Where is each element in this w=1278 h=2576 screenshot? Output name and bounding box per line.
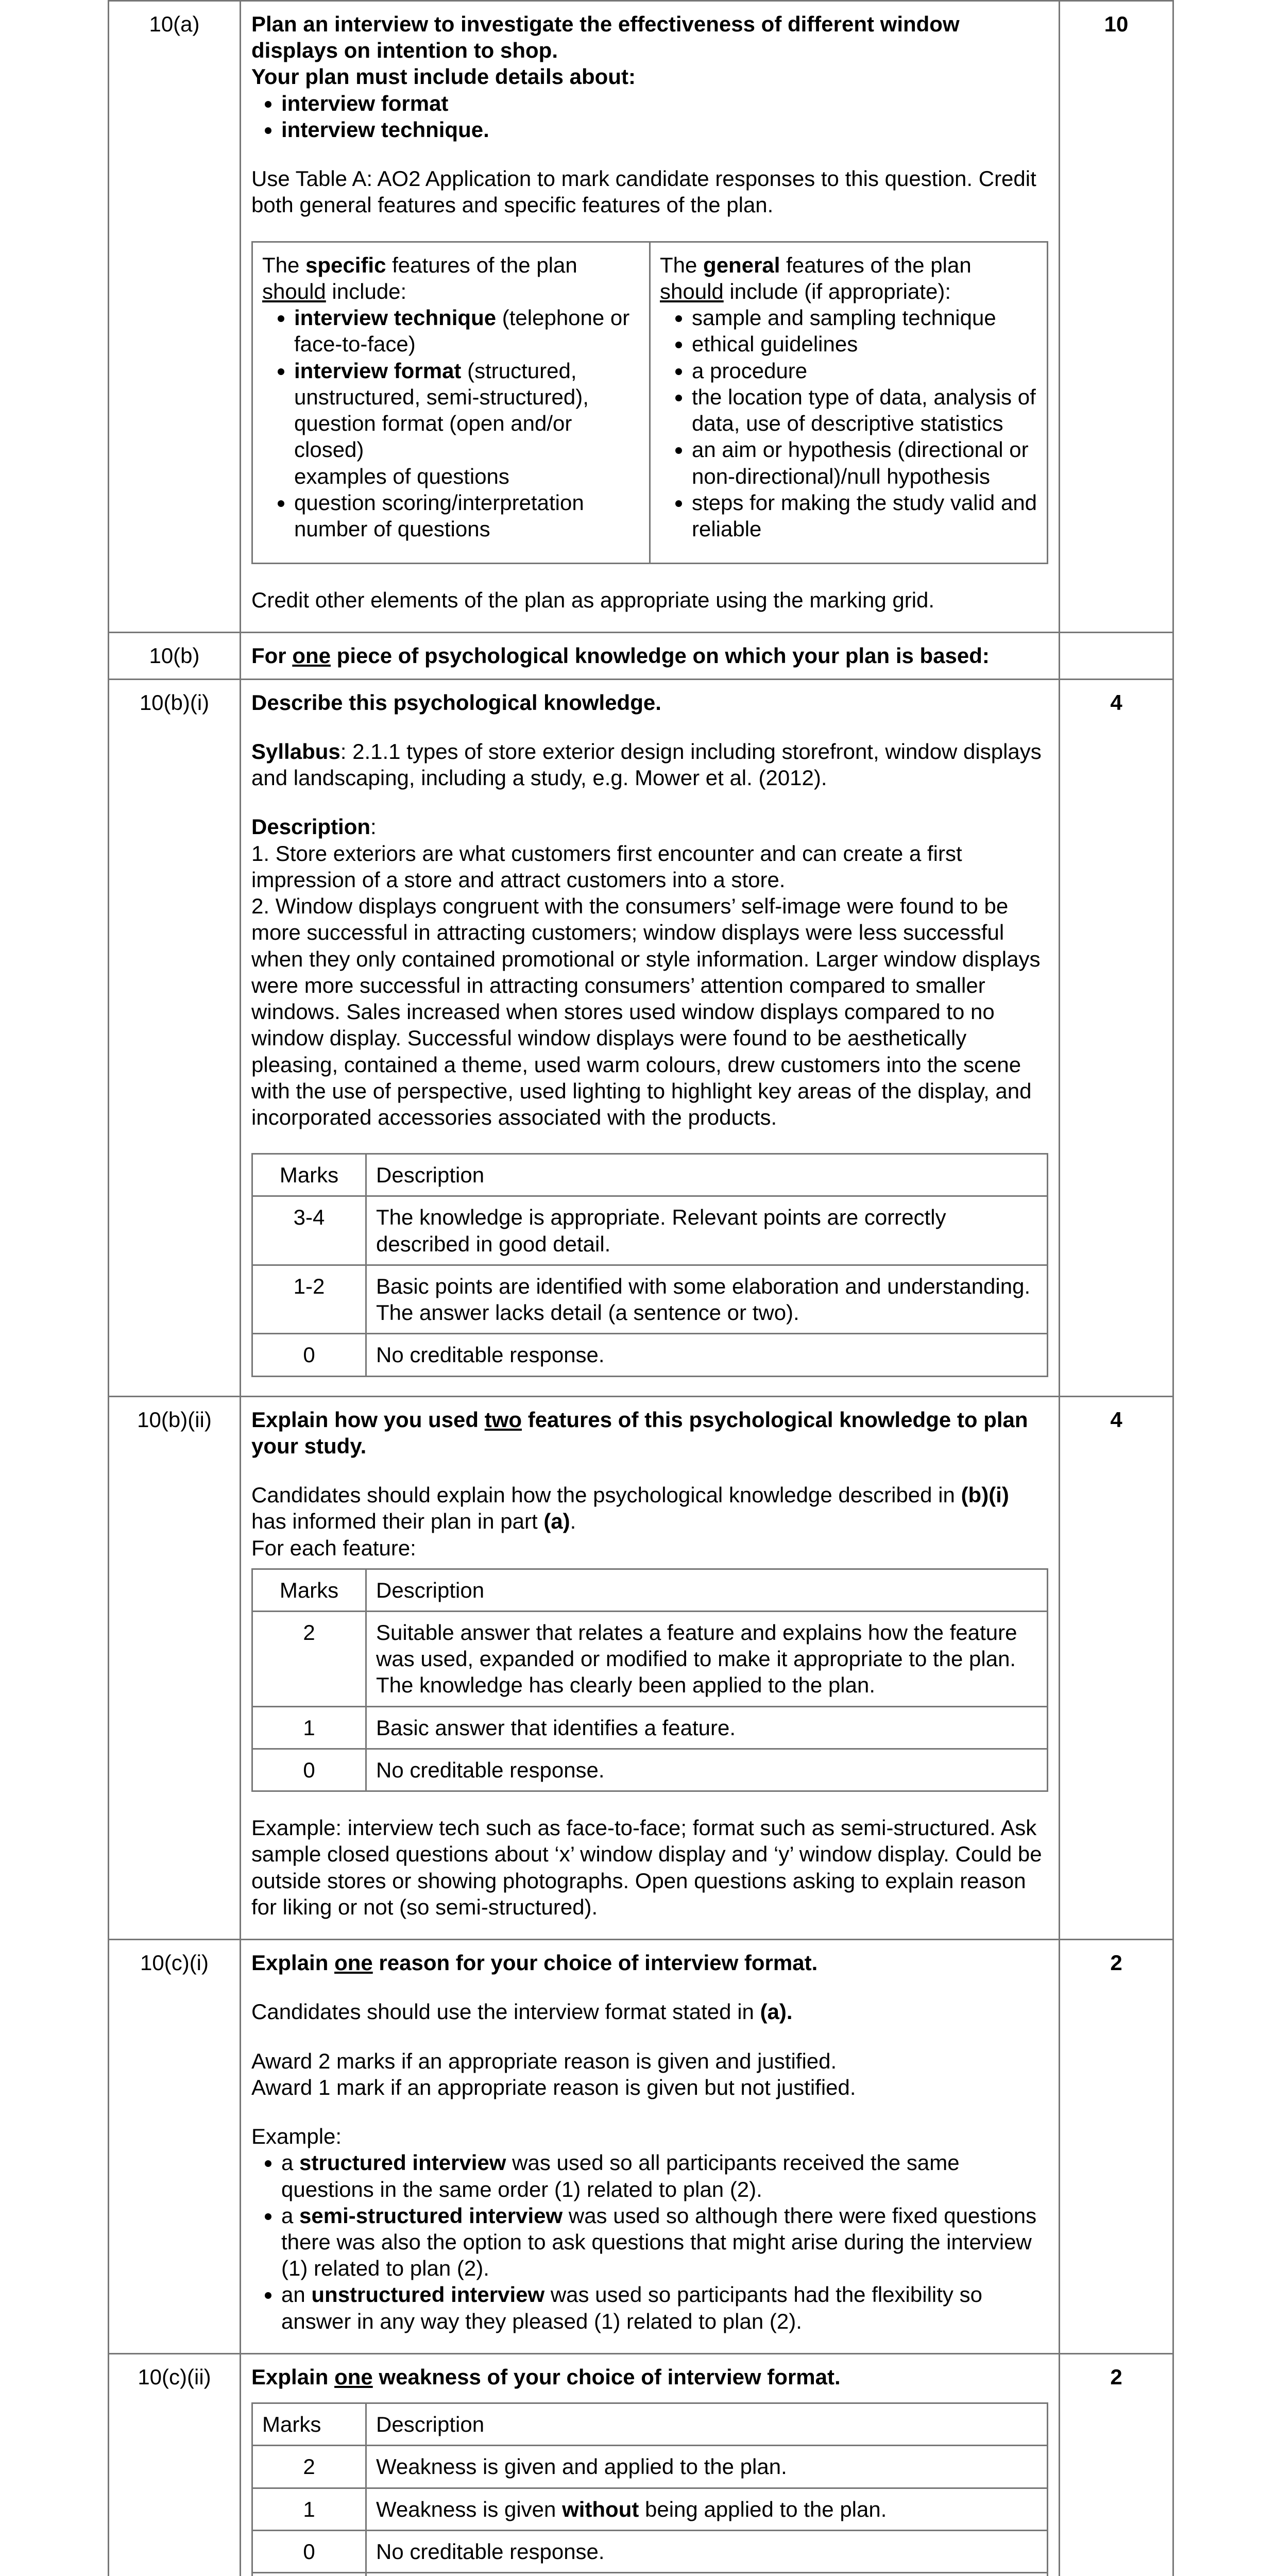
specific-features-heading: The specific features of the plan should include: — [262, 252, 577, 303]
question-text: Explain how you used two features of this psychological knowledge to plan your study. — [251, 1407, 1028, 1458]
question-number: 10(b) — [109, 633, 241, 679]
row-10a — [109, 1, 1173, 633]
mark-scheme-table — [108, 0, 1174, 2576]
list-item: • sample and sampling technique — [692, 304, 1037, 331]
question-text: For one piece of psychological knowledge on which your plan is based: — [241, 633, 1060, 679]
answer-cell — [241, 679, 1060, 1396]
marks-cell — [1060, 633, 1173, 679]
answer-cell — [241, 2353, 1060, 2576]
table-row: 0 No creditable response. — [252, 1749, 1048, 1791]
levels-table — [251, 1568, 1048, 1792]
question-text: Explain one reason for your choice of interview format. — [251, 1951, 818, 1975]
list-item: • a procedure — [692, 358, 1037, 384]
example-label: Example: — [251, 2124, 342, 2149]
row-10b — [109, 633, 1173, 679]
description-point: 1. Store exteriors are what customers first encounter and can create a first impression of a store and attract customers into a store. — [251, 841, 962, 892]
description-header: Description — [366, 1569, 1048, 1611]
description-block: Description: 1. Store exteriors are what customers first encounter and can create a first impression of a store and attract customers into a store. 2. Window displays congruent with the consumers’ self-image were found to be more successful in attracting customers; window displays were less successful when they only contained promotional or style information. Larger window displays were more successful in attracting consumers’ attention compared to smaller windows. Sales increased when stores used window displays compared to no window display. Successful window displays were found to be aesthetically pleasing, contained a theme, used warm colours, drew customers into the scene with the use of perspective, used lighting to highlight key areas of the display, and incorporated accessories associated with the products. — [251, 814, 1048, 1130]
answer-cell — [241, 1396, 1060, 1940]
row-10bi — [109, 679, 1173, 1396]
list-item: • question scoring/interpretation number of questions — [294, 489, 640, 542]
marks-cell: 10 — [1060, 1, 1173, 633]
question-number: 10(a) — [109, 1, 241, 633]
levels-table — [251, 1153, 1048, 1377]
list-item: • interview format (structured, unstructured, semi-structured), question format (open and/or closed) examples of questions — [294, 358, 640, 489]
list-item: • ethical guidelines — [692, 331, 1037, 357]
table-row: 3-4 The knowledge is appropriate. Relevant points are correctly described in good detail. — [252, 1196, 1048, 1265]
marks-cell: 4 — [1060, 1396, 1173, 1940]
question-number: 10(c)(ii) — [109, 2353, 241, 2576]
example-label — [252, 2573, 366, 2576]
marks-cell: 4 — [1060, 679, 1173, 1396]
marking-guidance: Candidates should use the interview format stated in (a). — [251, 1999, 793, 2024]
question-text: Explain one weakness of your choice of interview format. — [251, 2364, 841, 2389]
question-number: 10(c)(i) — [109, 1940, 241, 2354]
specific-features-cell — [252, 242, 650, 564]
example-answer: Example: interview tech such as face-to-face; format such as semi-structured. Ask sample closed questions about ‘x’ window display and ‘y’ window display. Could be outside stores or showing photographs. Open questions asking to explain reason for liking or not (so semi-structured). — [251, 1816, 1042, 1919]
award-guidance: Award 2 marks if an appropriate reason is given and justified. Award 1 mark if an appropriate reason is given but not justified. — [251, 2048, 856, 2099]
table-row: 0 No creditable response. — [252, 1334, 1048, 1376]
answer-cell — [241, 1, 1060, 633]
general-features-heading: The general features of the plan should include (if appropriate): — [660, 252, 972, 303]
description-header: Description — [366, 2403, 1048, 2446]
list-item: • an unstructured interview was used so participants had the flexibility so answer in any way they pleased (1) related to plan (2). — [281, 2281, 1048, 2334]
list-item: • steps for making the study valid and reliable — [692, 489, 1037, 542]
question-number: 10(b)(i) — [109, 679, 241, 1396]
description-header: Description — [366, 1154, 1048, 1196]
list-item: • a semi-structured interview was used so although there were fixed questions there was also the option to ask questions that might arise during the interview (1) related to plan (2). — [281, 2202, 1048, 2282]
row-10bii — [109, 1396, 1173, 1940]
question-text: Plan an interview to investigate the effectiveness of different window displays on intention to shop. Your plan must include details about: — [251, 12, 960, 89]
plan-features-table — [251, 241, 1048, 565]
table-row: 2 Weakness is given and applied to the plan. — [252, 2446, 1048, 2488]
answer-cell — [241, 1940, 1060, 2354]
table-row: 1 Weakness is given without being applied to the plan. — [252, 2488, 1048, 2530]
general-features-list — [660, 304, 1037, 542]
required-details-list — [251, 90, 1048, 143]
list-item: • interview technique (telephone or face-to-face) — [294, 304, 640, 357]
marks-cell: 2 — [1060, 1940, 1173, 2354]
example-list — [251, 2149, 1048, 2334]
marking-guidance: Candidates should explain how the psychological knowledge described in (b)(i) has informed their plan in part (a). For each feature: — [251, 1483, 1009, 1560]
list-item: • an aim or hypothesis (directional or non-directional)/null hypothesis — [692, 436, 1037, 489]
description-point: 2. Window displays congruent with the consumers’ self-image were found to be more successful in attracting customers; window displays were less successful when they only contained promotional or style information. Larger window displays were more successful in attracting consumers’ attention compared to smaller windows. Sales increased when stores used window displays compared to no window display. Successful window displays were found to be aesthetically pleasing, contained a theme, used warm colours, drew customers into the scene with the use of perspective, used lighting to highlight key areas of the display, and incorporated accessories associated with the products. — [251, 894, 1041, 1129]
list-item: • a structured interview was used so all participants received the same questions in the same order (1) related to plan (2). — [281, 2149, 1048, 2202]
general-features-cell — [650, 242, 1048, 564]
marks-header: Marks — [252, 1154, 366, 1196]
plan-credit-note: Credit other elements of the plan as appropriate using the marking grid. — [251, 588, 935, 613]
list-item: • interview format — [281, 90, 1048, 116]
question-text: Describe this psychological knowledge. — [251, 690, 661, 715]
mark-scheme-sheet — [108, 0, 1174, 2576]
table-row: 1 Basic answer that identifies a feature. — [252, 1706, 1048, 1749]
levels-table — [251, 2402, 1048, 2576]
syllabus-reference: Syllabus: 2.1.1 types of store exterior design including storefront, window displays and landscaping, including a study, e.g. Mower et al. (2012). — [251, 739, 1042, 790]
row-10ci — [109, 1940, 1173, 2354]
marks-header: Marks — [252, 1569, 366, 1611]
question-number: 10(b)(ii) — [109, 1396, 241, 1940]
table-row: 2 Suitable answer that relates a feature and explains how the feature was used, expanded or modified to make it appropriate to the plan. The knowledge has clearly been applied to the plan. — [252, 1612, 1048, 1707]
table-row: 1-2 Basic points are identified with some elaboration and understanding. The answer lacks detail (a sentence or two). — [252, 1265, 1048, 1333]
marking-guidance: Use Table A: AO2 Application to mark candidate responses to this question. Credit both general features and specific features of the plan. — [251, 166, 1036, 217]
table-row: 0 No creditable response. — [252, 2530, 1048, 2572]
table-row — [252, 2573, 1048, 2576]
marks-header: Marks — [252, 2403, 366, 2446]
specific-features-list — [262, 304, 640, 542]
row-10cii — [109, 2353, 1173, 2576]
list-item: • the location type of data, analysis of data, use of descriptive statistics — [692, 384, 1037, 436]
list-item: • interview technique. — [281, 116, 1048, 143]
marks-cell: 2 — [1060, 2353, 1173, 2576]
